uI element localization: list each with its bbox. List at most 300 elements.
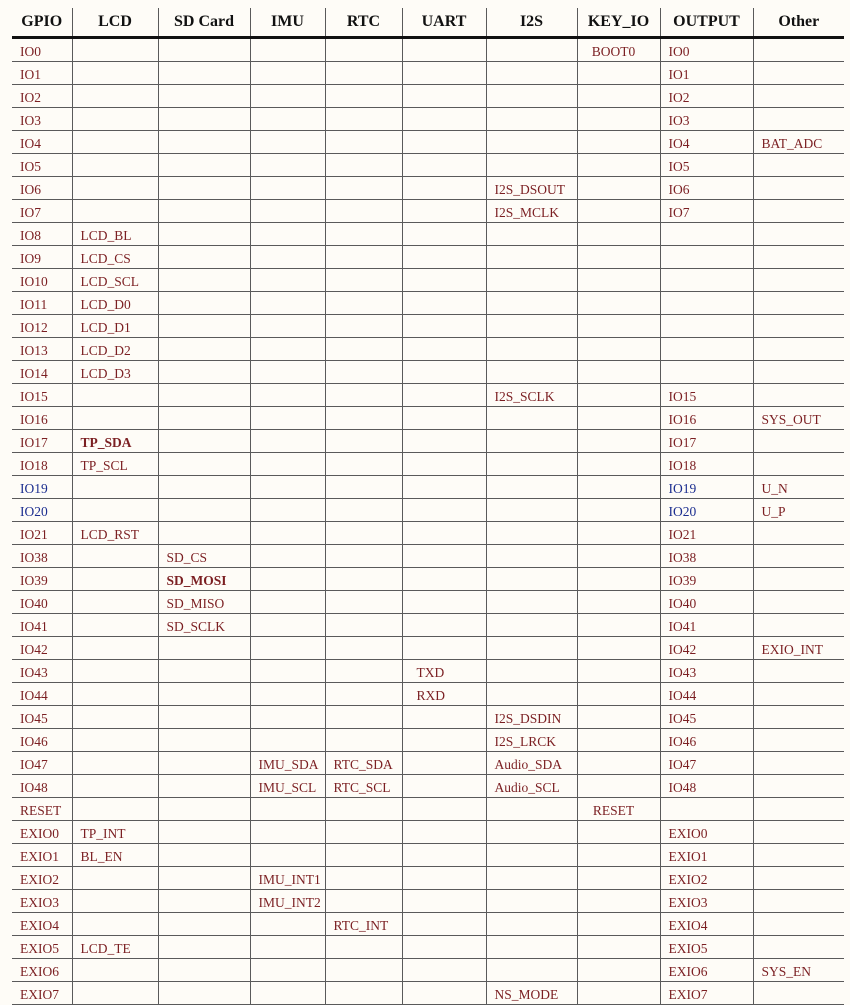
cell-gpio: IO13 — [12, 338, 72, 361]
table-row — [12, 683, 844, 706]
cell-rtc — [325, 361, 402, 384]
cell-i2s — [486, 453, 577, 476]
cell-lcd: BL_EN — [72, 844, 158, 867]
cell-imu — [250, 936, 325, 959]
cell-key-io — [577, 384, 660, 407]
column-header-imu: IMU — [250, 8, 325, 38]
cell-sd-card — [158, 522, 250, 545]
cell-other — [753, 568, 844, 591]
cell-i2s — [486, 660, 577, 683]
cell-key-io — [577, 131, 660, 154]
column-header-rtc: RTC — [325, 8, 402, 38]
cell-imu — [250, 637, 325, 660]
cell-gpio: IO21 — [12, 522, 72, 545]
column-header-i2s: I2S — [486, 8, 577, 38]
cell-rtc — [325, 959, 402, 982]
cell-rtc — [325, 269, 402, 292]
cell-sd-card — [158, 499, 250, 522]
table-row — [12, 246, 844, 269]
cell-gpio: IO38 — [12, 545, 72, 568]
cell-imu — [250, 729, 325, 752]
cell-output: IO20 — [660, 499, 753, 522]
table-row — [12, 131, 844, 154]
header-row — [12, 8, 844, 38]
cell-output: IO44 — [660, 683, 753, 706]
cell-uart — [402, 913, 486, 936]
cell-rtc — [325, 200, 402, 223]
cell-key-io — [577, 890, 660, 913]
cell-sd-card — [158, 798, 250, 821]
cell-key-io — [577, 499, 660, 522]
cell-output: IO21 — [660, 522, 753, 545]
cell-i2s: I2S_LRCK — [486, 729, 577, 752]
cell-uart — [402, 798, 486, 821]
gpio-pin-assignment-table — [12, 8, 844, 1005]
cell-uart — [402, 177, 486, 200]
cell-sd-card — [158, 936, 250, 959]
cell-key-io — [577, 752, 660, 775]
cell-key-io — [577, 982, 660, 1005]
cell-i2s — [486, 499, 577, 522]
cell-key-io — [577, 775, 660, 798]
cell-imu — [250, 476, 325, 499]
cell-key-io — [577, 361, 660, 384]
cell-imu — [250, 568, 325, 591]
column-header-output: OUTPUT — [660, 8, 753, 38]
cell-key-io — [577, 269, 660, 292]
cell-sd-card — [158, 844, 250, 867]
cell-other: SYS_OUT — [753, 407, 844, 430]
cell-gpio: EXIO0 — [12, 821, 72, 844]
cell-other — [753, 706, 844, 729]
cell-key-io — [577, 200, 660, 223]
cell-rtc — [325, 982, 402, 1005]
cell-output: IO0 — [660, 38, 753, 62]
cell-output: EXIO6 — [660, 959, 753, 982]
cell-imu — [250, 200, 325, 223]
cell-imu — [250, 246, 325, 269]
cell-imu — [250, 545, 325, 568]
cell-lcd — [72, 660, 158, 683]
cell-gpio: IO20 — [12, 499, 72, 522]
cell-other — [753, 200, 844, 223]
cell-uart: TXD — [402, 660, 486, 683]
table-row — [12, 499, 844, 522]
cell-rtc — [325, 890, 402, 913]
cell-key-io: RESET — [577, 798, 660, 821]
cell-i2s — [486, 637, 577, 660]
cell-other — [753, 844, 844, 867]
cell-sd-card — [158, 959, 250, 982]
cell-sd-card — [158, 292, 250, 315]
cell-gpio: IO15 — [12, 384, 72, 407]
cell-i2s — [486, 568, 577, 591]
cell-rtc — [325, 798, 402, 821]
cell-output — [660, 798, 753, 821]
column-header-sd-card: SD Card — [158, 8, 250, 38]
cell-gpio: IO17 — [12, 430, 72, 453]
cell-uart — [402, 338, 486, 361]
cell-i2s — [486, 38, 577, 62]
cell-sd-card — [158, 407, 250, 430]
cell-i2s: I2S_DSDIN — [486, 706, 577, 729]
cell-gpio: IO3 — [12, 108, 72, 131]
cell-output: IO48 — [660, 775, 753, 798]
cell-gpio: IO46 — [12, 729, 72, 752]
table-row — [12, 637, 844, 660]
cell-lcd — [72, 959, 158, 982]
cell-gpio: IO2 — [12, 85, 72, 108]
cell-rtc — [325, 591, 402, 614]
cell-i2s — [486, 545, 577, 568]
table-row — [12, 85, 844, 108]
cell-key-io — [577, 246, 660, 269]
cell-lcd: LCD_RST — [72, 522, 158, 545]
cell-sd-card — [158, 683, 250, 706]
cell-sd-card — [158, 867, 250, 890]
cell-other — [753, 913, 844, 936]
cell-sd-card — [158, 637, 250, 660]
cell-lcd — [72, 499, 158, 522]
cell-lcd — [72, 476, 158, 499]
column-header-lcd: LCD — [72, 8, 158, 38]
cell-sd-card — [158, 775, 250, 798]
cell-lcd — [72, 706, 158, 729]
cell-key-io: BOOT0 — [577, 38, 660, 62]
cell-uart — [402, 85, 486, 108]
column-header-other: Other — [753, 8, 844, 38]
cell-other — [753, 591, 844, 614]
cell-i2s — [486, 292, 577, 315]
cell-output: IO18 — [660, 453, 753, 476]
cell-gpio: IO6 — [12, 177, 72, 200]
table-row — [12, 154, 844, 177]
cell-other — [753, 798, 844, 821]
cell-i2s — [486, 476, 577, 499]
cell-lcd: LCD_D0 — [72, 292, 158, 315]
column-header-key-io: KEY_IO — [577, 8, 660, 38]
cell-uart — [402, 522, 486, 545]
cell-rtc — [325, 384, 402, 407]
cell-key-io — [577, 223, 660, 246]
cell-gpio: IO12 — [12, 315, 72, 338]
cell-key-io — [577, 476, 660, 499]
table-row — [12, 591, 844, 614]
cell-rtc — [325, 108, 402, 131]
cell-sd-card — [158, 890, 250, 913]
cell-other — [753, 38, 844, 62]
table-row — [12, 361, 844, 384]
cell-gpio: IO0 — [12, 38, 72, 62]
cell-gpio: IO11 — [12, 292, 72, 315]
cell-i2s — [486, 108, 577, 131]
cell-lcd — [72, 85, 158, 108]
cell-i2s: NS_MODE — [486, 982, 577, 1005]
cell-other — [753, 522, 844, 545]
table-row — [12, 959, 844, 982]
cell-key-io — [577, 338, 660, 361]
cell-output: IO4 — [660, 131, 753, 154]
cell-key-io — [577, 821, 660, 844]
cell-lcd — [72, 407, 158, 430]
cell-lcd — [72, 108, 158, 131]
cell-imu — [250, 706, 325, 729]
cell-lcd — [72, 614, 158, 637]
table-row — [12, 545, 844, 568]
cell-other — [753, 177, 844, 200]
cell-other — [753, 683, 844, 706]
cell-other — [753, 384, 844, 407]
cell-lcd — [72, 913, 158, 936]
cell-other — [753, 430, 844, 453]
table-row — [12, 913, 844, 936]
cell-gpio: IO42 — [12, 637, 72, 660]
cell-other — [753, 292, 844, 315]
cell-gpio: IO18 — [12, 453, 72, 476]
cell-rtc — [325, 499, 402, 522]
cell-uart — [402, 269, 486, 292]
cell-lcd — [72, 775, 158, 798]
table-row — [12, 315, 844, 338]
cell-lcd: TP_SDA — [72, 430, 158, 453]
cell-lcd — [72, 637, 158, 660]
cell-key-io — [577, 568, 660, 591]
cell-rtc — [325, 292, 402, 315]
cell-rtc — [325, 223, 402, 246]
table-row — [12, 752, 844, 775]
cell-output: IO46 — [660, 729, 753, 752]
cell-imu — [250, 338, 325, 361]
table-row — [12, 522, 844, 545]
cell-gpio: IO10 — [12, 269, 72, 292]
cell-i2s — [486, 154, 577, 177]
cell-sd-card: SD_SCLK — [158, 614, 250, 637]
cell-lcd — [72, 131, 158, 154]
cell-lcd: TP_INT — [72, 821, 158, 844]
cell-uart — [402, 568, 486, 591]
cell-i2s — [486, 269, 577, 292]
cell-uart — [402, 982, 486, 1005]
cell-other — [753, 867, 844, 890]
cell-key-io — [577, 637, 660, 660]
cell-key-io — [577, 959, 660, 982]
cell-lcd — [72, 729, 158, 752]
cell-key-io — [577, 706, 660, 729]
cell-rtc — [325, 246, 402, 269]
cell-key-io — [577, 62, 660, 85]
cell-gpio: IO40 — [12, 591, 72, 614]
cell-key-io — [577, 108, 660, 131]
cell-other: EXIO_INT — [753, 637, 844, 660]
cell-sd-card — [158, 315, 250, 338]
cell-key-io — [577, 292, 660, 315]
cell-uart — [402, 637, 486, 660]
cell-gpio: IO8 — [12, 223, 72, 246]
cell-key-io — [577, 85, 660, 108]
cell-sd-card — [158, 752, 250, 775]
cell-sd-card — [158, 729, 250, 752]
cell-gpio: IO5 — [12, 154, 72, 177]
table-row — [12, 982, 844, 1005]
cell-other: BAT_ADC — [753, 131, 844, 154]
cell-rtc — [325, 177, 402, 200]
cell-uart — [402, 729, 486, 752]
cell-imu — [250, 85, 325, 108]
cell-lcd: LCD_TE — [72, 936, 158, 959]
cell-imu — [250, 959, 325, 982]
cell-output — [660, 223, 753, 246]
cell-lcd — [72, 568, 158, 591]
cell-output: IO45 — [660, 706, 753, 729]
cell-imu: IMU_INT1 — [250, 867, 325, 890]
cell-rtc — [325, 338, 402, 361]
cell-gpio: IO7 — [12, 200, 72, 223]
cell-rtc — [325, 154, 402, 177]
cell-gpio: EXIO1 — [12, 844, 72, 867]
cell-key-io — [577, 430, 660, 453]
cell-lcd — [72, 62, 158, 85]
cell-rtc — [325, 545, 402, 568]
table-row — [12, 660, 844, 683]
cell-other — [753, 315, 844, 338]
cell-i2s — [486, 522, 577, 545]
cell-key-io — [577, 614, 660, 637]
cell-uart — [402, 844, 486, 867]
cell-sd-card — [158, 453, 250, 476]
cell-lcd: TP_SCL — [72, 453, 158, 476]
cell-gpio: IO9 — [12, 246, 72, 269]
table-row — [12, 62, 844, 85]
cell-lcd — [72, 384, 158, 407]
table-row — [12, 821, 844, 844]
cell-i2s — [486, 131, 577, 154]
cell-uart: RXD — [402, 683, 486, 706]
table-row — [12, 38, 844, 62]
cell-rtc — [325, 407, 402, 430]
cell-other: U_N — [753, 476, 844, 499]
cell-imu: IMU_INT2 — [250, 890, 325, 913]
table-row — [12, 292, 844, 315]
cell-sd-card — [158, 200, 250, 223]
cell-other — [753, 660, 844, 683]
cell-lcd — [72, 867, 158, 890]
cell-uart — [402, 453, 486, 476]
cell-lcd — [72, 890, 158, 913]
cell-output: IO42 — [660, 637, 753, 660]
table-row — [12, 614, 844, 637]
cell-uart — [402, 821, 486, 844]
cell-imu — [250, 499, 325, 522]
cell-imu — [250, 223, 325, 246]
cell-other — [753, 729, 844, 752]
cell-other — [753, 338, 844, 361]
cell-i2s — [486, 821, 577, 844]
table-row — [12, 890, 844, 913]
cell-i2s — [486, 614, 577, 637]
cell-key-io — [577, 867, 660, 890]
cell-other — [753, 246, 844, 269]
cell-key-io — [577, 913, 660, 936]
table-body — [12, 38, 844, 1005]
cell-rtc — [325, 430, 402, 453]
cell-rtc — [325, 637, 402, 660]
cell-other — [753, 752, 844, 775]
table-row — [12, 200, 844, 223]
cell-key-io — [577, 407, 660, 430]
cell-sd-card — [158, 660, 250, 683]
cell-other — [753, 361, 844, 384]
cell-i2s — [486, 223, 577, 246]
cell-key-io — [577, 154, 660, 177]
cell-sd-card — [158, 476, 250, 499]
cell-other — [753, 775, 844, 798]
cell-uart — [402, 591, 486, 614]
cell-rtc — [325, 568, 402, 591]
cell-sd-card — [158, 706, 250, 729]
cell-rtc — [325, 867, 402, 890]
cell-rtc — [325, 453, 402, 476]
cell-output: EXIO5 — [660, 936, 753, 959]
cell-rtc — [325, 844, 402, 867]
cell-gpio: IO39 — [12, 568, 72, 591]
cell-sd-card — [158, 821, 250, 844]
cell-uart — [402, 384, 486, 407]
cell-key-io — [577, 453, 660, 476]
cell-output — [660, 315, 753, 338]
table-row — [12, 867, 844, 890]
cell-lcd — [72, 38, 158, 62]
cell-sd-card: SD_CS — [158, 545, 250, 568]
cell-output: EXIO1 — [660, 844, 753, 867]
table-row — [12, 844, 844, 867]
cell-key-io — [577, 729, 660, 752]
cell-sd-card — [158, 338, 250, 361]
cell-rtc: RTC_INT — [325, 913, 402, 936]
cell-key-io — [577, 522, 660, 545]
cell-uart — [402, 959, 486, 982]
cell-lcd — [72, 591, 158, 614]
cell-key-io — [577, 591, 660, 614]
cell-imu — [250, 913, 325, 936]
cell-output: EXIO7 — [660, 982, 753, 1005]
cell-sd-card: SD_MOSI — [158, 568, 250, 591]
cell-other — [753, 85, 844, 108]
cell-sd-card — [158, 131, 250, 154]
cell-imu — [250, 522, 325, 545]
cell-uart — [402, 890, 486, 913]
cell-other — [753, 614, 844, 637]
cell-imu — [250, 844, 325, 867]
cell-imu — [250, 384, 325, 407]
cell-imu — [250, 407, 325, 430]
cell-uart — [402, 499, 486, 522]
cell-i2s — [486, 890, 577, 913]
cell-uart — [402, 108, 486, 131]
cell-uart — [402, 752, 486, 775]
table-row — [12, 775, 844, 798]
cell-i2s — [486, 844, 577, 867]
table-row — [12, 936, 844, 959]
cell-uart — [402, 292, 486, 315]
table-row — [12, 269, 844, 292]
cell-output: IO16 — [660, 407, 753, 430]
cell-gpio: IO19 — [12, 476, 72, 499]
cell-uart — [402, 775, 486, 798]
cell-uart — [402, 867, 486, 890]
cell-uart — [402, 315, 486, 338]
cell-other — [753, 982, 844, 1005]
cell-lcd — [72, 177, 158, 200]
